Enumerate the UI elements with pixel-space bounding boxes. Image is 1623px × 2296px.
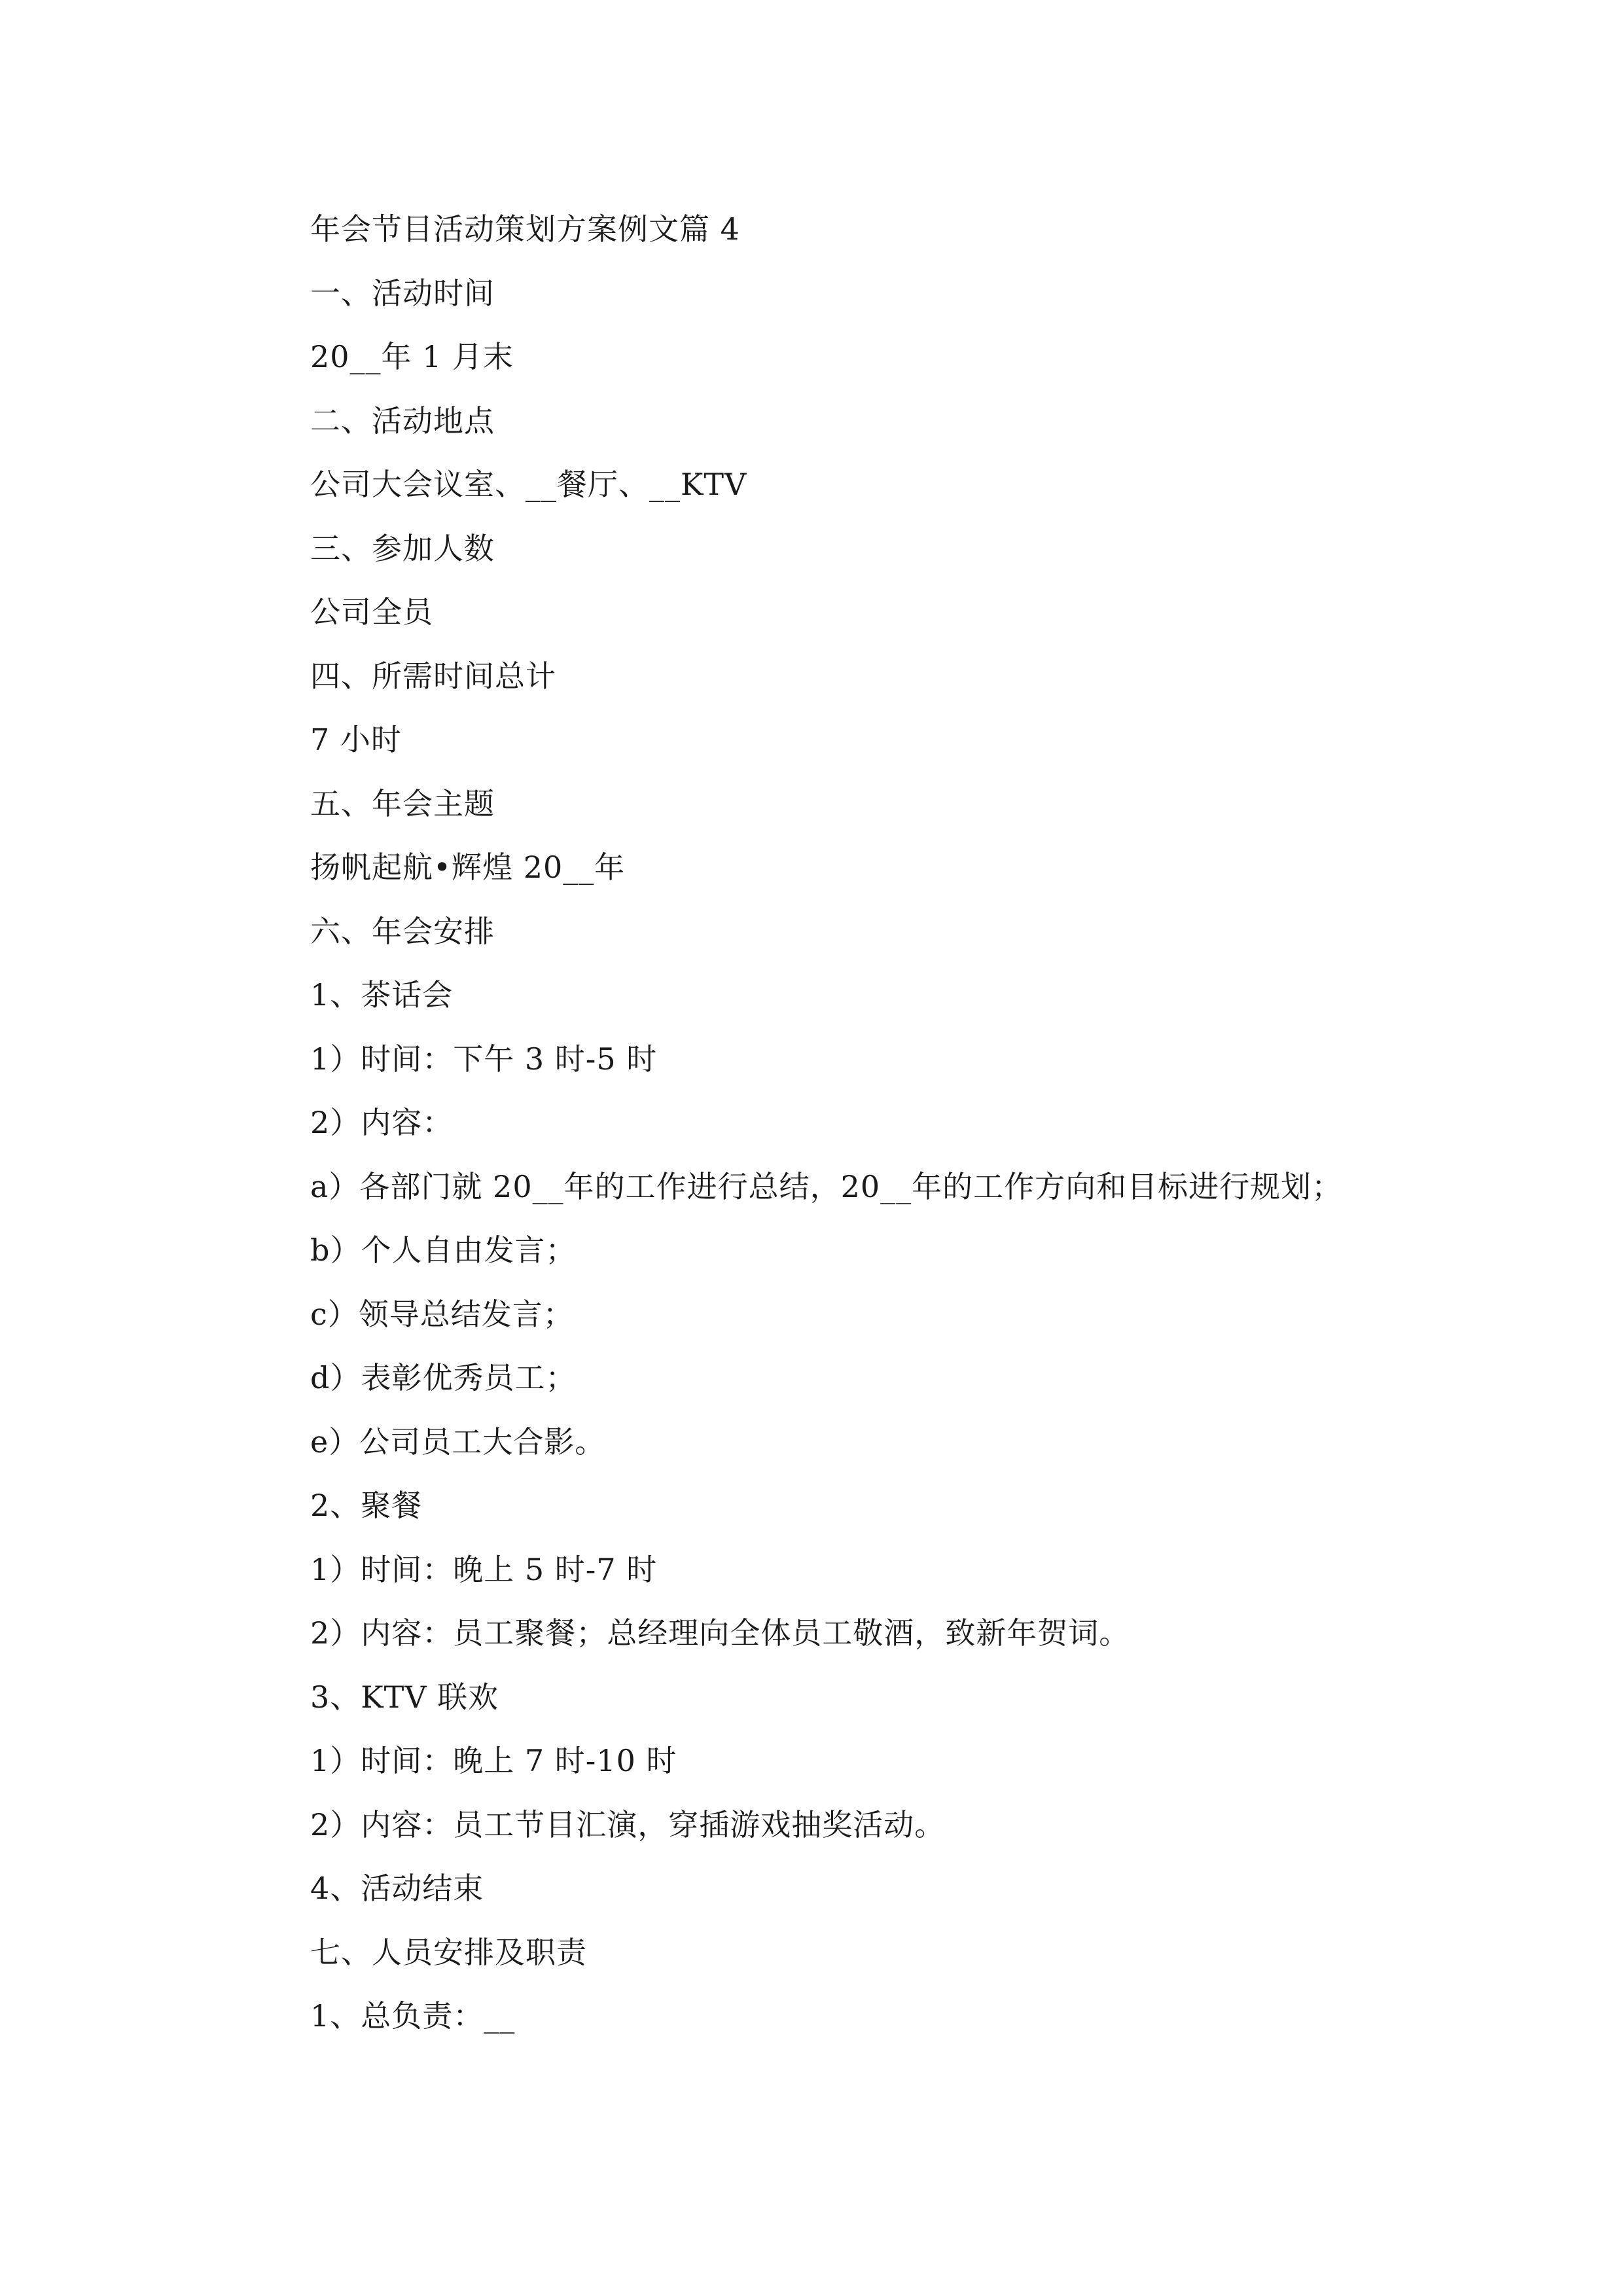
dinner-time: 1）时间：晚上 5 时-7 时 [310, 1551, 658, 1587]
tea-party-content-label: 2）内容： [310, 1105, 454, 1140]
section-heading-duration: 四、所需时间总计 [310, 658, 556, 694]
tea-party-content-e: e）公司员工大合影。 [310, 1424, 606, 1460]
schedule-item-tea-party: 1、茶话会 [310, 977, 454, 1013]
participants-value: 公司全员 [310, 594, 433, 630]
section-heading-location: 二、活动地点 [310, 403, 495, 439]
document-title: 年会节目活动策划方案例文篇 4 [310, 211, 740, 247]
tea-party-content-c: c）领导总结发言； [310, 1296, 574, 1332]
activity-location-value: 公司大会议室、__餐厅、__KTV [310, 467, 747, 502]
dinner-content: 2）内容：员工聚餐；总经理向全体员工敬酒，致新年贺词。 [310, 1615, 1130, 1651]
schedule-item-dinner: 2、聚餐 [310, 1488, 423, 1523]
ktv-time: 1）时间：晚上 7 时-10 时 [310, 1743, 677, 1778]
tea-party-content-d: d）表彰优秀员工； [310, 1360, 577, 1395]
section-heading-staffing: 七、人员安排及职责 [310, 1934, 587, 1970]
theme-value: 扬帆起航•辉煌 20__年 [310, 850, 626, 885]
tea-party-content-b: b）个人自由发言； [310, 1232, 577, 1268]
section-heading-time: 一、活动时间 [310, 275, 495, 311]
tea-party-time: 1）时间：下午 3 时-5 时 [310, 1041, 658, 1077]
schedule-item-end: 4、活动结束 [310, 1871, 484, 1906]
section-heading-participants: 三、参加人数 [310, 530, 495, 566]
activity-time-value: 20__年 1 月末 [310, 339, 514, 374]
ktv-content: 2）内容：员工节目汇演，穿插游戏抽奖活动。 [310, 1806, 946, 1842]
staffing-item-lead: 1、总负责：__ [310, 1998, 516, 2034]
document-body [310, 206, 1423, 2056]
duration-value: 7 小时 [310, 722, 402, 757]
tea-party-content-a: a）各部门就 20__年的工作进行总结，20__年的工作方向和目标进行规划； [310, 1168, 1343, 1204]
section-heading-schedule: 六、年会安排 [310, 913, 495, 949]
section-heading-theme: 五、年会主题 [310, 785, 495, 821]
schedule-item-ktv: 3、KTV 联欢 [310, 1679, 499, 1715]
